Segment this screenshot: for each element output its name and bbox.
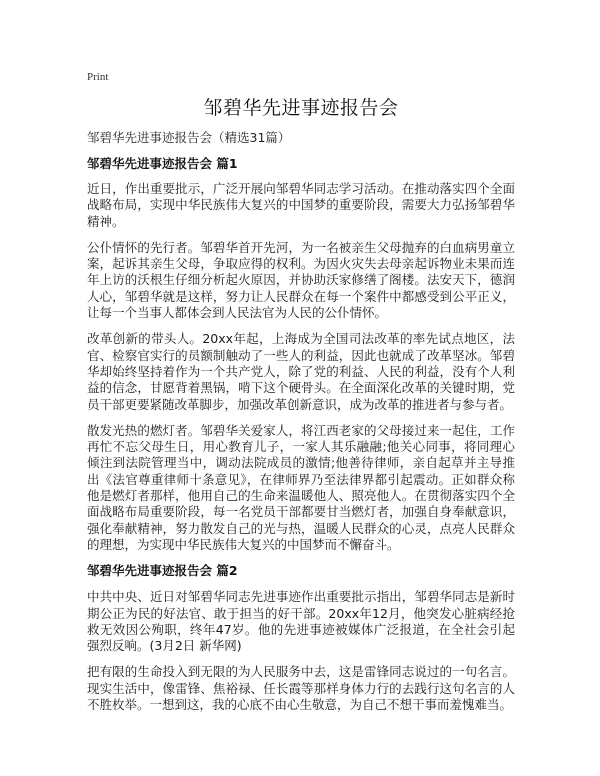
document-subtitle: 邹碧华先进事迹报告会（精选31篇） xyxy=(87,130,291,145)
section-heading: 邹碧华先进事迹报告会 篇2 xyxy=(87,563,238,579)
section-1 xyxy=(87,156,515,553)
section-heading: 邹碧华先进事迹报告会 篇1 xyxy=(87,156,238,171)
page-title: 邹碧华先进事迹报告会 xyxy=(203,97,399,119)
paragraph: 散发光热的燃灯者。邹碧华关爱家人，将江西老家的父母接过来一起住，工作再忙不忘父母生日，用心教育儿子，一家人其乐融融;他关心同事，将同理心倾注到法院管理当中，调动法院成员的激情;他善待律师，亲自起草并主导推出《法官尊重律师十条意见》，在律师界乃至法律界都引起震动。正如群众称他是燃灯者那样，他用自己的生命来温暖他人、照亮他人。在贯彻落实四个全面战略布局重要阶段，每一名党员干部都要甘当燃灯者，加强自身奉献意识，强化奉献精神，努力散发自己的光与热，温暖人民群众的心灵，点亮人民群众的理想，为实现中华民族伟大复兴的中国梦而不懈奋斗。 xyxy=(87,422,515,552)
paragraph: 近日，作出重要批示，广泛开展向邹碧华同志学习活动。在推动落实四个全面战略布局，实现中华民族伟大复兴的中国梦的重要阶段，需要大力弘扬邹碧华精神。 xyxy=(87,181,515,229)
paragraph: 改革创新的带头人。20xx年起，上海成为全国司法改革的率先试点地区，法官、检察官实行的员额制触动了一些人的利益，因此也就成了改革坚冰。邹碧华却始终坚持着作为一个共产党人，除了党的利益、人民的利益，没有个人利益的信念，甘愿背着黑锅，啃下这个硬骨头。在全面深化改革的关键时期，党员干部更要紧随改革脚步，加强改革创新意识，成为改革的推进者与参与者。 xyxy=(87,331,515,412)
paragraph: 公仆情怀的先行者。邹碧华首开先河，为一名被亲生父母抛弃的白血病男童立案，起诉其亲生父母，争取应得的权利。为因火灾失去母亲起诉物业未果而连年上访的沃根生仔细分析起火原因，并协助沃家修缮了阁楼。法安天下，德润人心，邹碧华就是这样，努力让人民群众在每一个案件中都感受到公平正义，让每一个当事人都体会到人民法官为人民的公仆情怀。 xyxy=(87,239,515,321)
document-page xyxy=(87,68,515,713)
paragraph: 把有限的生命投入到无限的为人民服务中去，这是雷锋同志说过的一句名言。现实生活中，像雷锋、焦裕禄、任长霞等那样身体力行的去践行这句名言的人不胜枚举。一想到这，我的心底不由心生敬意，为自己不想干事而羞愧难当。 xyxy=(87,664,515,713)
paragraph: 中共中央、近日对邹碧华同志先进事迹作出重要批示指出，邹碧华同志是新时期公正为民的好法官、敢于担当的好干部。20xx年12月，他突发心脏病经抢救无效因公殉职，终年47岁。他的先进事迹被媒体广泛报道，在全社会引起强烈反响。(3月2日 新华网) xyxy=(87,589,515,654)
print-label[interactable]: Print xyxy=(87,71,109,83)
section-2 xyxy=(87,563,515,713)
